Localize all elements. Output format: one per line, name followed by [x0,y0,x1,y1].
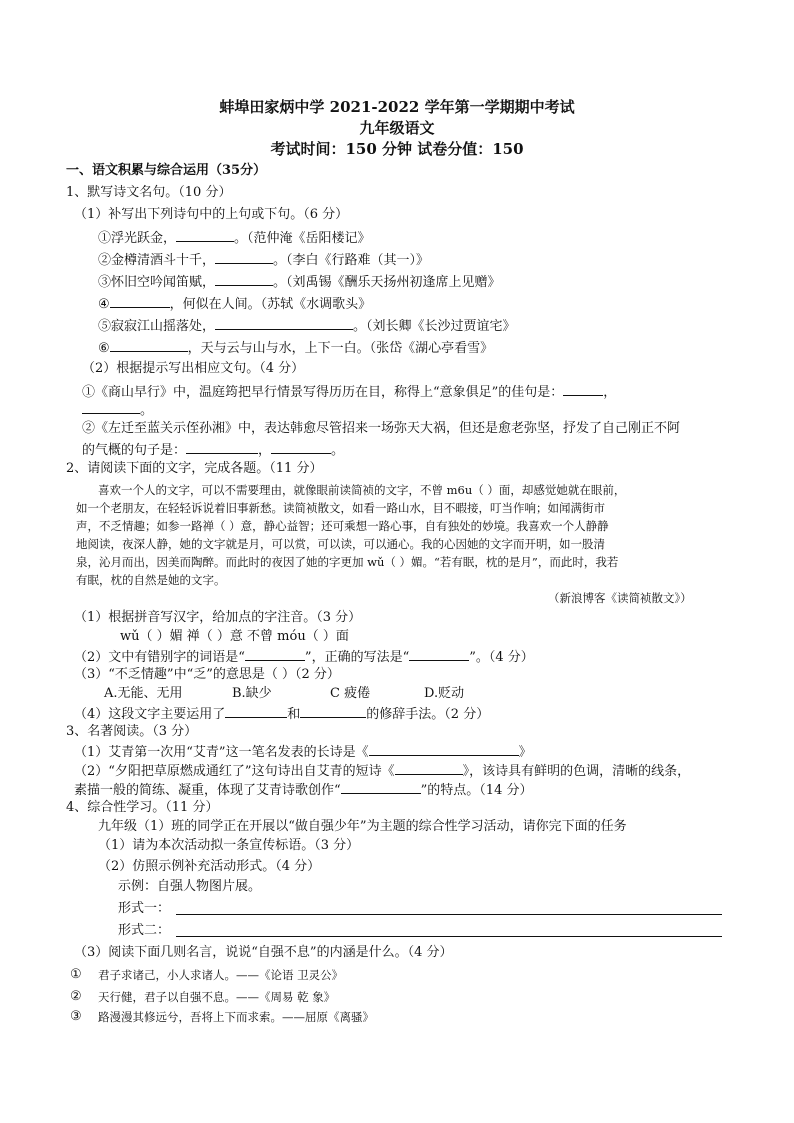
quote-number: ③ [70,1009,82,1024]
answer-blank[interactable] [341,780,421,794]
q1-heading: 1、默写诗文名句。（10 分） [66,185,232,200]
answer-blank[interactable] [395,761,463,775]
q3-sub2-cont: 素描一般的简练、凝重，体现了艾青诗歌创作“ ”的特点。（14 分） [74,780,532,800]
quote-number: ② [70,989,82,1004]
passage-line: 声，不乏情趣；如参一路禅（ ）意，静心益智；还可乘想一路心事，自有独处的妙境。我喜欢一个人静静 [76,519,609,533]
exam-time-score: 考试时间：150 分钟 试卷分值：150 [270,140,524,158]
answer-blank[interactable] [186,440,258,454]
grade-subject: 九年级语文 [359,119,435,137]
quote-text: 路漫漫其修远兮，吾将上下而求索。——屈原《离骚》 [98,1010,374,1024]
answer-blank[interactable] [245,647,305,661]
exam-title: 蚌埠田家炳中学 2021-2022 学年第一学期期中考试 [219,98,575,116]
q2-sub4: （4）这段文字主要运用了 和 的修辞手法。（2 分） [74,704,489,724]
passage-line: 如一个老朋友，在轻轻诉说着旧事新愁。读简祯散文，如看一路山水，目不暇接，叮当作响；如闻满街市 [76,501,605,515]
q1-line4: ④ ，何似在人间。（苏轼《水调歌头》 [98,294,371,314]
q2-sub1: （1）根据拼音写汉字，给加点的字注音。（3 分） [74,610,362,625]
q4-heading: 4、综合性学习。（11 分） [66,800,219,815]
q2-sub3: （3）“不乏情趣”中“乏”的意思是（ ）（2 分） [74,667,340,682]
passage-line: 泉，沁月而出，因美而陶醉。而此时的夜因了她的字更加 wǔ（ ）媚。“若有眠，枕的是月”，而此时，我若 [76,555,619,569]
answer-blank[interactable] [215,272,273,286]
q4-sub1: （1）请为本次活动拟一条宣传标语。（3 分） [98,838,360,853]
option-c: C 疲倦 [330,686,371,701]
q1-line1: ①浮光跃金， 。（范仲淹《岳阳楼记》 [98,228,371,248]
q3-sub2: （2）“夕阳把草原燃成通红了”这句诗出自艾青的短诗《 》，该诗具有鲜明的色调，清晰的线条， [74,761,690,781]
q1-line3: ③怀旧空吟闻笛赋， 。（刘禹锡《酬乐天扬州初逢席上见赠》 [98,272,501,292]
q2-sub1-items: wǔ（ ）媚 禅（ ）意 不曾 móu（ ）面 [120,629,349,644]
q1-line2: ②金樽清酒斗十千， 。（李白《行路难（其一）》 [98,250,429,270]
answer-blank[interactable] [271,440,331,454]
q1-sub1: （1）补写出下列诗句中的上句或下句。（6 分） [74,207,349,222]
quote-number: ① [70,967,82,982]
answer-blank[interactable] [300,704,366,718]
q1-prompt1: ①《商山早行》中，温庭筠把早行情景写得历历在目，称得上“意象俱足”的佳句是： ， [82,382,616,402]
option-b: B.缺少 [232,686,272,701]
answer-blank[interactable] [215,316,353,330]
q1-prompt2: ②《左迁至蓝关示侄孙湘》中，表达韩愈尽管招来一场弥天大祸，但还是愈老弥坚，抒发了自己刚正不阿 [82,421,681,436]
answer-blank[interactable] [82,400,140,414]
answer-blank[interactable] [409,647,469,661]
q4-sub2: （2）仿照示例补充活动形式。（4 分） [98,859,321,874]
q4-example: 示例：自强人物图片展。 [118,879,262,894]
answer-blank[interactable] [176,228,234,242]
q4-form1-label: 形式一： [118,901,171,916]
option-d: D.贬动 [424,686,465,701]
section-heading: 一、语文积累与综合运用（35分） [66,163,267,178]
quote-text: 君子求诸己，小人求诸人。——《论语 卫灵公》 [98,968,344,982]
q4-form2-label: 形式二： [118,923,171,938]
answer-blank[interactable] [369,742,519,756]
answer-blank[interactable] [110,338,188,352]
answer-blank[interactable] [215,250,273,264]
q4-intro: 九年级（1）班的同学正在开展以“做自强少年”为主题的综合性学习活动，请你完下面的任务 [98,819,627,834]
q4-sub3: （3）阅读下面几则名言，说说“自强不息”的内涵是什么。（4 分） [74,945,453,960]
q2-heading: 2、请阅读下面的文字，完成各题。（11 分） [66,461,323,476]
q1-sub2: （2）根据提示写出相应文句。（4 分） [82,361,305,376]
option-a: A.无能、无用 [104,686,183,701]
quote-text: 天行健，君子以自强不息。——《周易 乾 象》 [98,990,336,1004]
answer-blank[interactable] [563,382,603,396]
answer-blank[interactable] [225,704,287,718]
q1-line6: ⑥ ，天与云与山与水，上下一白。（张岱《湖心亭看雪》 [98,338,493,358]
q3-sub1: （1）艾青第一次用“艾青”这一笔名发表的长诗是《 》 [74,742,532,762]
passage-line: 地阅读，夜深人静，她的文字就是月，可以赏，可以读，可以通心。我的心因她的文字而开明，如一股清 [76,537,605,551]
answer-blank[interactable] [110,294,170,308]
passage-line: 有眠，枕的自然是她的文字。 [76,573,226,587]
answer-line[interactable] [176,936,722,937]
q1-prompt1-cont: 。 [82,400,153,420]
q1-line5: ⑤寂寂江山摇落处， 。（刘长卿《长沙过贾谊宅》 [98,316,516,336]
answer-line[interactable] [176,914,722,915]
q1-prompt2-cont: 的气概的句子是： ， 。 [82,440,344,460]
passage-line: 喜欢一个人的文字，可以不需要理由，就像眼前读简祯的文字，不曾 m6u（ ）面，却感觉她就在眼前， [98,483,626,497]
q3-heading: 3、名著阅读。（3 分） [66,724,198,739]
passage-source: （新浪博客《读简祯散文》） [548,591,692,605]
q2-sub2: （2）文中有错别字的词语是“ ”，正确的写法是“ ”。（4 分） [74,647,534,667]
